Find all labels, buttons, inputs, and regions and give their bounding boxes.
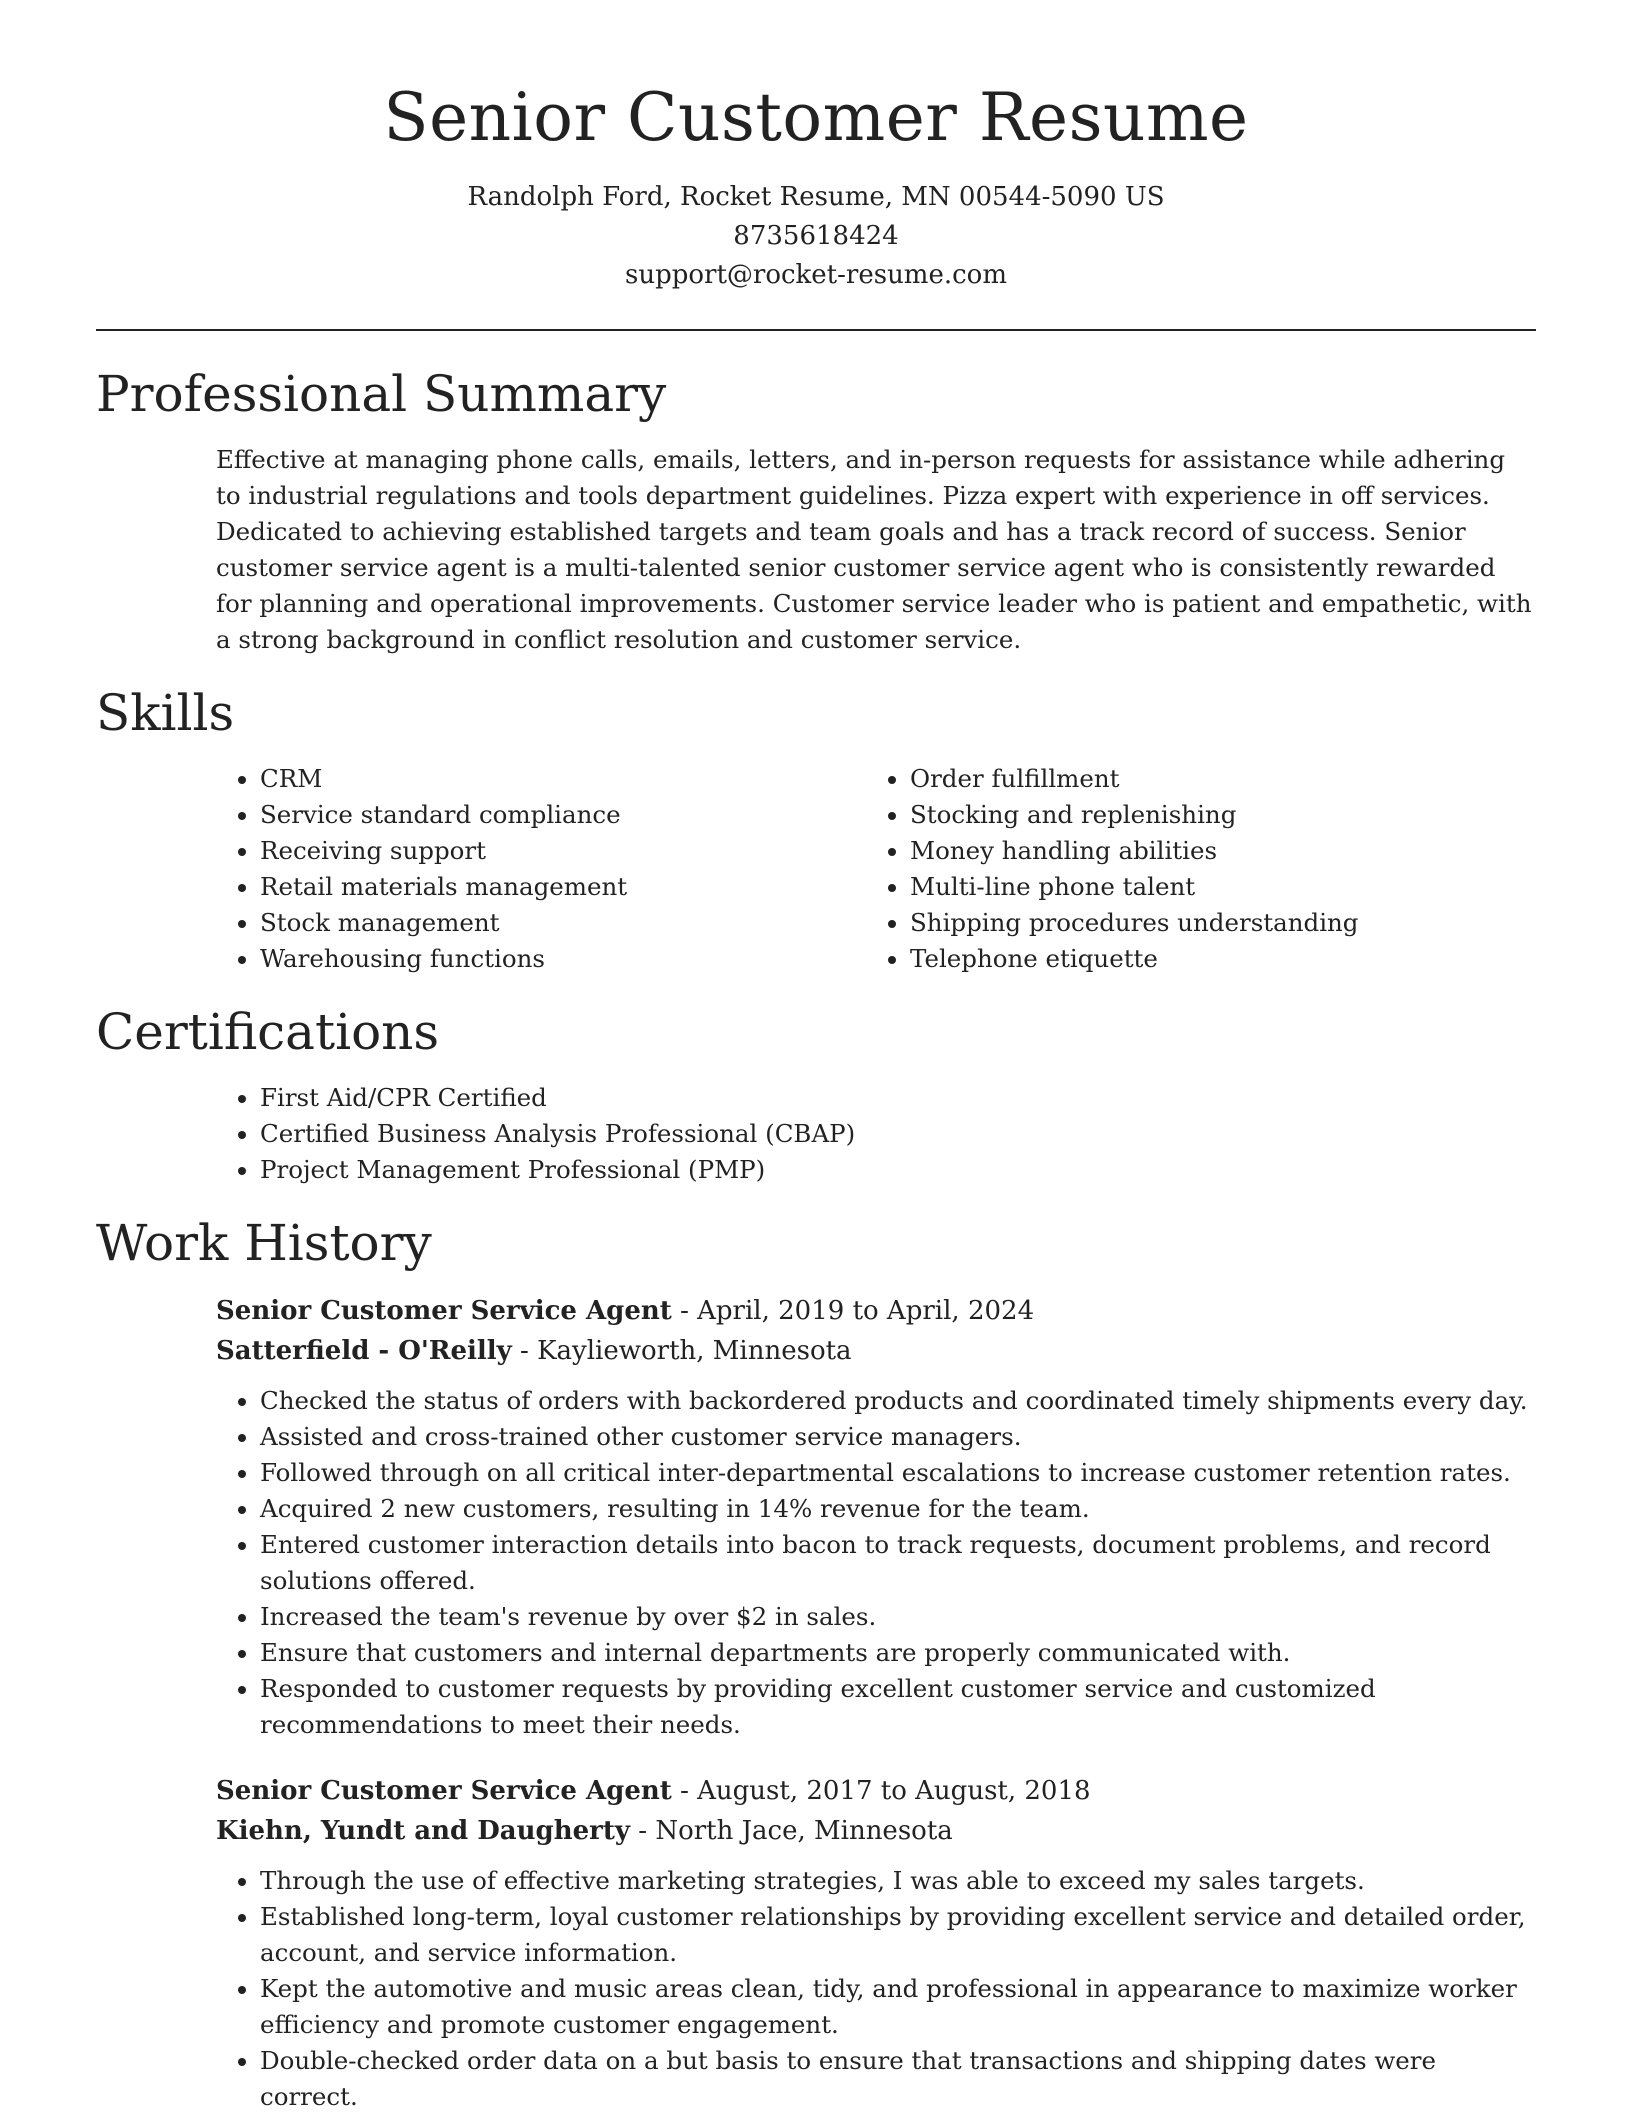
job-bullet: • Through the use of effective marketing strategies, I was able to exceed my sales targets. [260,1863,1536,1899]
job-bullet: • Double-checked order data on a but basis to ensure that transactions and shipping dates were correct. [260,2043,1536,2115]
summary-text: Effective at managing phone calls, emails, letters, and in-person requests for assistance while adhering to industrial regulations and tools department guidelines. Pizza expert with experience in off services. Dedicated to achieving established targets and team goals and has a track record of success. Senior customer service agent is a multi-talented senior customer service agent who is consistently rewarded for planning and operational improvements. Customer service leader who is patient and empathetic, with a strong background in conflict resolution and customer service. [216,444,1532,654]
skills-list-right [866,761,1536,977]
certifications-section [96,1002,1536,1188]
job-company: Kiehn, Yundt and Daugherty [216,1815,630,1846]
summary-heading: Professional Summary [96,364,667,423]
skill-item: • Stocking and replenishing [910,797,1536,833]
job-bullet: • Kept the automotive and music areas clean, tidy, and professional in appearance to maximize worker efficiency and promote customer engagement. [260,1971,1536,2043]
skill-item: • Order fulfillment [910,761,1536,797]
summary-section [96,364,1536,658]
contact-email: support@rocket-resume.com [624,259,1007,290]
job-bullet: • Ensure that customers and internal departments are properly communicated with. [260,1635,1536,1671]
job-entry [96,1291,1536,1743]
job-company: Satterfield - O'Reilly [216,1335,512,1366]
skills-list-left [216,761,866,977]
work-history-section [96,1213,1536,2115]
skill-item: • Service standard compliance [260,797,866,833]
job-bullet: • Increased the team's revenue by over $2 in sales. [260,1599,1536,1635]
job-entry [96,1771,1536,2115]
certification-item: • Project Management Professional (PMP) [260,1152,1536,1188]
header-divider [96,329,1536,331]
certification-item: • First Aid/CPR Certified [260,1080,1536,1116]
skills-section [96,683,1536,977]
job-company-line [216,1811,1536,1851]
job-bullet: • Assisted and cross-trained other customer service managers. [260,1419,1536,1455]
skill-item: • Warehousing functions [260,941,866,977]
job-bullet: • Responded to customer requests by providing excellent customer service and customized recommendations to meet their needs. [260,1671,1536,1743]
resume-header [96,0,1536,295]
job-company-line [216,1331,1536,1371]
job-title: Senior Customer Service Agent [216,1775,672,1806]
work-history-heading: Work History [96,1213,432,1272]
skill-item: • Money handling abilities [910,833,1536,869]
skills-grid [96,761,1536,977]
job-dates: - August, 2017 to August, 2018 [671,1775,1091,1806]
skill-item: • Retail materials management [260,869,866,905]
skill-item: • Shipping procedures understanding [910,905,1536,941]
skill-item: • CRM [260,761,866,797]
job-bullets [216,1863,1536,2115]
certifications-block [96,1080,1536,1188]
certification-item: • Certified Business Analysis Professional (CBAP) [260,1116,1536,1152]
job-location: - Kaylieworth, Minnesota [511,1335,852,1366]
skill-item: • Telephone etiquette [910,941,1536,977]
skills-heading: Skills [96,683,235,742]
certifications-heading: Certifications [96,1002,440,1061]
job-dates: - April, 2019 to April, 2024 [671,1295,1035,1326]
job-bullet: • Entered customer interaction details into bacon to track requests, document problems, and record solutions offered. [260,1527,1536,1599]
job-title: Senior Customer Service Agent [216,1295,672,1326]
skill-item: • Multi-line phone talent [910,869,1536,905]
job-bullets [216,1383,1536,1743]
certifications-list [216,1080,1536,1188]
contact-block [96,178,1536,295]
job-title-line [216,1291,1536,1331]
skill-item: • Receiving support [260,833,866,869]
job-bullet: • Established long-term, loyal customer relationships by providing excellent service and detailed order, account, and service information. [260,1899,1536,1971]
resume-title: Senior Customer Resume [383,79,1249,156]
contact-address: Randolph Ford, Rocket Resume, MN 00544-5090 US [467,181,1165,212]
job-title-line [216,1771,1536,1811]
contact-phone: 8735618424 [733,220,899,251]
skill-item: • Stock management [260,905,866,941]
job-location: - North Jace, Minnesota [630,1815,953,1846]
job-bullet: • Followed through on all critical inter-departmental escalations to increase customer retention rates. [260,1455,1536,1491]
job-bullet: • Checked the status of orders with backordered products and coordinated timely shipments every day. [260,1383,1536,1419]
job-bullet: • Acquired 2 new customers, resulting in 14% revenue for the team. [260,1491,1536,1527]
